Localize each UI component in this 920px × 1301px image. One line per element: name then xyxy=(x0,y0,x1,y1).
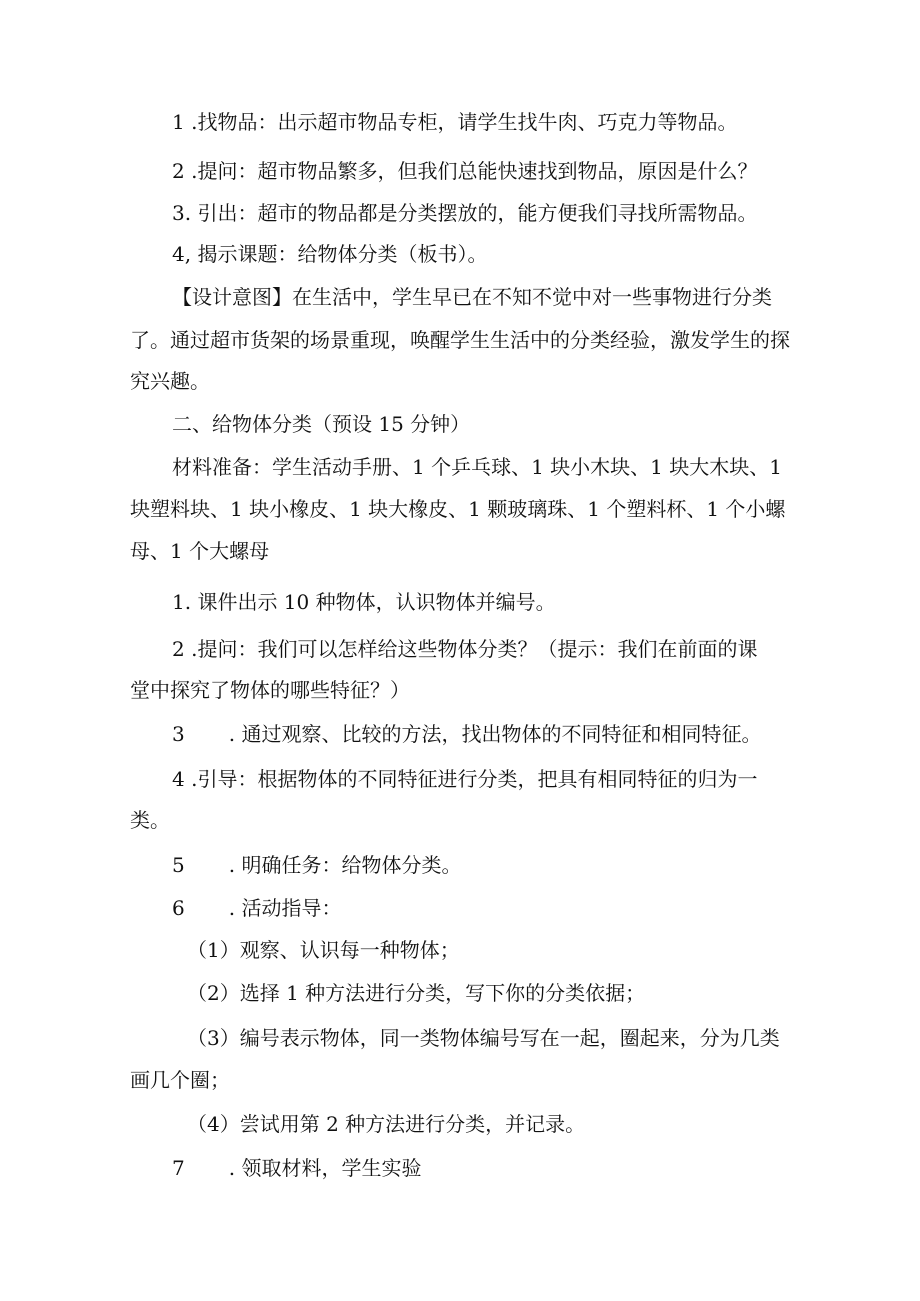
part2-step-2-line-2: 堂中探究了物体的哪些特征？） xyxy=(130,678,410,702)
part2-step-5 xyxy=(172,851,461,879)
part2-step-7 xyxy=(172,1154,421,1182)
guide-item-3-line-2: 画几个圈； xyxy=(130,1068,230,1092)
part2-step-1: 1. 课件出示 10 种物体，认识物体并编号。 xyxy=(172,590,556,614)
step-number: 5 xyxy=(172,853,185,877)
step-text: . 明确任务：给物体分类。 xyxy=(228,853,462,877)
design-intent-line-1: 【设计意图】在生活中，学生早已在不知不觉中对一些事物进行分类 xyxy=(172,285,772,309)
guide-item-3-line-1: （3）编号表示物体，同一类物体编号写在一起，圈起来，分为几类 xyxy=(187,1026,780,1050)
part2-step-2-line-1: 2 .提问：我们可以怎样给这些物体分类？（提示：我们在前面的课 xyxy=(172,637,758,661)
step-1-find-items: 1 .找物品：出示超市物品专柜，请学生找牛肉、巧克力等物品。 xyxy=(172,110,738,134)
part2-step-3 xyxy=(172,720,761,748)
part2-step-4-line-1: 4 .引导：根据物体的不同特征进行分类，把具有相同特征的归为一 xyxy=(172,767,758,791)
step-number: 7 xyxy=(172,1156,185,1180)
materials-line-3: 母、1 个大螺母 xyxy=(130,539,270,563)
materials-line-2: 块塑料块、1 块小橡皮、1 块大橡皮、1 颗玻璃珠、1 个塑料杯、1 个小螺 xyxy=(130,497,786,521)
part2-step-6 xyxy=(172,894,341,922)
step-3-lead-out: 3. 引出：超市的物品都是分类摆放的，能方便我们寻找所需物品。 xyxy=(172,201,758,225)
step-text: . 通过观察、比较的方法，找出物体的不同特征和相同特征。 xyxy=(228,722,762,746)
guide-item-4: （4）尝试用第 2 种方法进行分类，并记录。 xyxy=(187,1112,586,1136)
guide-item-1: （1）观察、认识每一种物体； xyxy=(187,938,460,962)
guide-item-2: （2）选择 1 种方法进行分类，写下你的分类依据； xyxy=(187,981,646,1005)
step-text: . 活动指导： xyxy=(228,896,342,920)
step-text: . 领取材料，学生实验 xyxy=(228,1156,422,1180)
step-4-topic: 4, 揭示课题：给物体分类（板书）。 xyxy=(172,242,488,266)
section-heading-2: 二、给物体分类（预设 15 分钟） xyxy=(172,412,471,436)
design-intent-line-3: 究兴趣。 xyxy=(130,369,210,393)
part2-step-4-line-2: 类。 xyxy=(130,808,170,832)
step-number: 3 xyxy=(172,722,185,746)
materials-line-1: 材料准备：学生活动手册、1 个乒乓球、1 块小木块、1 块大木块、1 xyxy=(172,455,782,479)
step-number: 6 xyxy=(172,896,185,920)
step-2-question: 2 .提问：超市物品繁多，但我们总能快速找到物品，原因是什么？ xyxy=(172,159,758,183)
design-intent-line-2: 了。通过超市货架的场景重现，唤醒学生生活中的分类经验，激发学生的探 xyxy=(130,328,790,352)
